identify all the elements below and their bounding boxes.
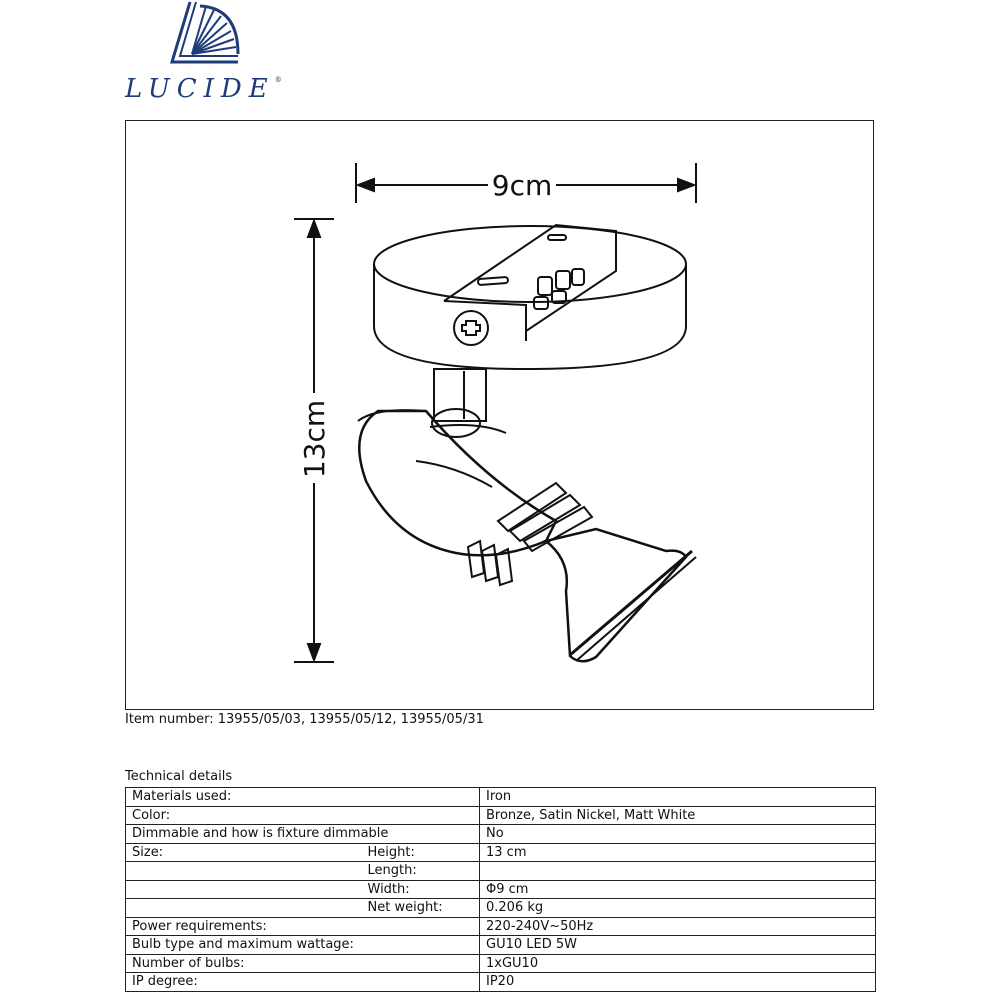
- wordmark-text: LUCIDE: [125, 74, 275, 104]
- spec-label: [126, 899, 362, 918]
- spec-row: [126, 788, 876, 807]
- spec-row: [126, 880, 876, 899]
- spec-label: Materials used:: [126, 788, 480, 807]
- spec-value: No: [480, 825, 876, 844]
- spec-value: Bronze, Satin Nickel, Matt White: [480, 806, 876, 825]
- spec-label: Power requirements:: [126, 917, 480, 936]
- spec-value: 0.206 kg: [480, 899, 876, 918]
- spec-value: Φ9 cm: [480, 880, 876, 899]
- terminal-block: [534, 269, 584, 309]
- spec-value: 1xGU10: [480, 954, 876, 973]
- bracket-slot: [478, 277, 508, 285]
- lucide-logo-mark: [120, 0, 280, 80]
- stem: [434, 369, 486, 421]
- spec-sublabel: Net weight:: [362, 899, 480, 918]
- width-dimension-label: 9cm: [491, 169, 553, 202]
- spec-value: IP20: [480, 973, 876, 992]
- spec-row: [126, 825, 876, 844]
- spec-label: Size:: [126, 843, 362, 862]
- technical-details-table: [125, 787, 876, 992]
- swivel-joint: [432, 409, 480, 437]
- spec-label: Bulb type and maximum wattage:: [126, 936, 480, 955]
- width-arrow-left: [358, 179, 374, 191]
- registered-mark: ®: [274, 76, 282, 84]
- spec-row: [126, 806, 876, 825]
- height-arrow-top: [308, 221, 320, 237]
- technical-drawing-frame: [125, 120, 874, 710]
- spot-body: [359, 411, 556, 555]
- spec-value: 13 cm: [480, 843, 876, 862]
- spec-value: GU10 LED 5W: [480, 936, 876, 955]
- spec-sublabel: Width:: [362, 880, 480, 899]
- spec-label: Number of bulbs:: [126, 954, 480, 973]
- spec-value: 220-240V~50Hz: [480, 917, 876, 936]
- width-arrow-right: [678, 179, 694, 191]
- height-arrow-bottom: [308, 644, 320, 660]
- bracket-screw: [454, 311, 488, 345]
- spotlight-drawing: [126, 121, 875, 711]
- bracket-slot-top: [548, 235, 566, 240]
- spec-row: [126, 843, 876, 862]
- height-dimension-label: 13cm: [298, 399, 331, 479]
- item-number: Item number: 13955/05/03, 13955/05/12, 13955/05/31: [125, 712, 484, 727]
- spec-label: Dimmable and how is fixture dimmable: [126, 825, 480, 844]
- spec-row: [126, 862, 876, 881]
- lucide-wordmark: [125, 74, 282, 104]
- spec-sublabel: Height:: [362, 843, 480, 862]
- spec-row: [126, 917, 876, 936]
- spec-sublabel: Length:: [362, 862, 480, 881]
- reflector-rim: [570, 551, 692, 655]
- spec-row: [126, 954, 876, 973]
- reflector-cone: [546, 529, 686, 661]
- spec-label: IP degree:: [126, 973, 480, 992]
- mounting-bracket: [444, 225, 616, 341]
- spec-value: Iron: [480, 788, 876, 807]
- spec-label: [126, 880, 362, 899]
- base-disc-side: [374, 264, 686, 369]
- base-disc-top: [374, 226, 686, 302]
- spec-row: [126, 973, 876, 992]
- spec-label: [126, 862, 362, 881]
- spec-value: [480, 862, 876, 881]
- spec-row: [126, 936, 876, 955]
- spec-row: [126, 899, 876, 918]
- technical-details-title: Technical details: [125, 769, 233, 784]
- spec-label: Color:: [126, 806, 480, 825]
